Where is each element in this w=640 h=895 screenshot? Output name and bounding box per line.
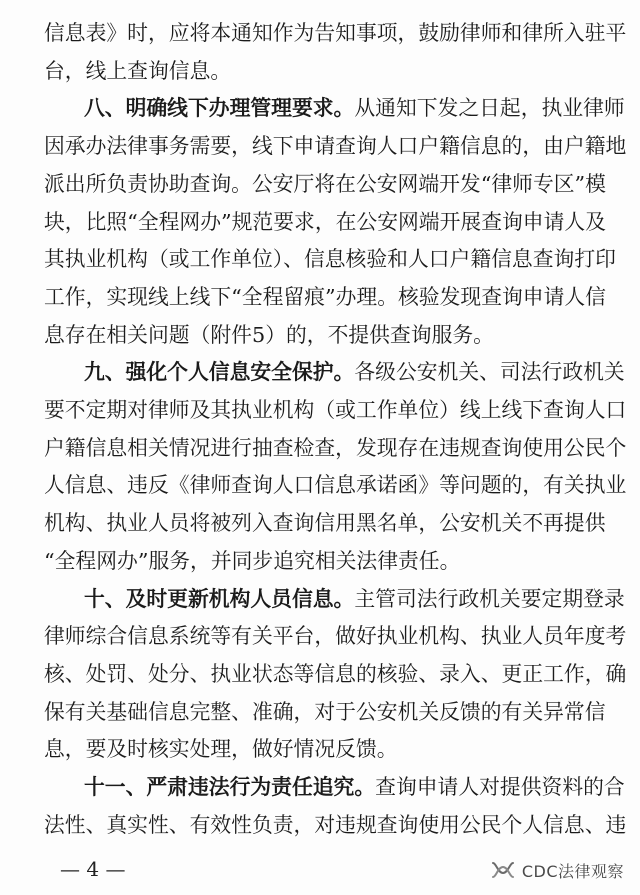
wechat-channel-icon	[490, 859, 516, 881]
text-line: 法性、真实性、有效性负责，对违规查询使用公民个人信息、违	[44, 812, 627, 837]
section-heading: 十、及时更新机构人员信息。	[84, 585, 355, 611]
text-line: 要不定期对律师及其执业机构（或工作单位）线上线下查询人口	[44, 398, 627, 422]
text-line: 工作，实现线上线下“全程留痕”办理。核验发现查询申请人信	[44, 284, 606, 309]
text-line: 人信息、违反《律师查询人口信息承诺函》等问题的，有关执业	[44, 473, 627, 498]
text-line: “全程网办”服务，并同步追究相关法律责任。	[44, 548, 461, 573]
watermark	[490, 856, 624, 884]
text-line: 息存在相关问题（附件5）的，不提供查询服务。	[44, 322, 494, 347]
section-8-line: 八、明确线下办理管理要求。从通知下发之日起，执业律师	[84, 95, 625, 121]
text-line: 机构、执业人员将被列入查询信用黑名单，公安机关不再提供	[44, 511, 606, 536]
text-line: 台，线上查询信息。	[44, 58, 232, 83]
section-11-line: 十一、严肃违法行为责任追究。查询申请人对提供资料的合	[84, 774, 625, 799]
section-heading: 八、明确线下办理管理要求。	[84, 95, 355, 121]
section-10-line: 十、及时更新机构人员信息。主管司法行政机关要定期登录	[84, 585, 625, 611]
text-line: 派出所负责协助查询。公安厅将在公安网端开发“律师专区”模	[44, 171, 606, 196]
page-footer	[0, 850, 640, 890]
watermark-text: CDC法律观察	[521, 861, 624, 881]
text-line: 户籍信息相关情况进行抽查检查，发现存在违规查询使用公民个	[44, 435, 627, 460]
text-line: 保有关基础信息完整、准确，对于公安机关反馈的有关异常信	[44, 699, 606, 724]
text-line: 律师综合信息系统等有关平台，做好执业机构、执业人员年度考	[44, 624, 627, 649]
text-line: 核、处罚、处分、执业状态等信息的核验、录入、更正工作，确	[44, 661, 627, 686]
text-line: 息，要及时核实处理，做好情况反馈。	[44, 737, 398, 762]
page-number: — 4 —	[60, 857, 126, 881]
text-line: 因承办法律事务需要，线下申请查询人口户籍信息的，由户籍地	[44, 134, 627, 159]
section-heading: 十一、严肃违法行为责任追究。	[84, 774, 376, 799]
text-line: 信息表》时，应将本通知作为告知事项，鼓励律师和律所入驻平	[44, 21, 627, 45]
section-9-line: 九、强化个人信息安全保护。各级公安机关、司法行政机关	[84, 359, 625, 385]
section-heading: 九、强化个人信息安全保护。	[84, 359, 355, 385]
text-line: 其执业机构（或工作单位）、信息核验和人口户籍信息查询打印	[44, 247, 616, 272]
text-line: 块，比照“全程网办”规范要求，在公安网端开展查询申请人及	[44, 209, 606, 234]
